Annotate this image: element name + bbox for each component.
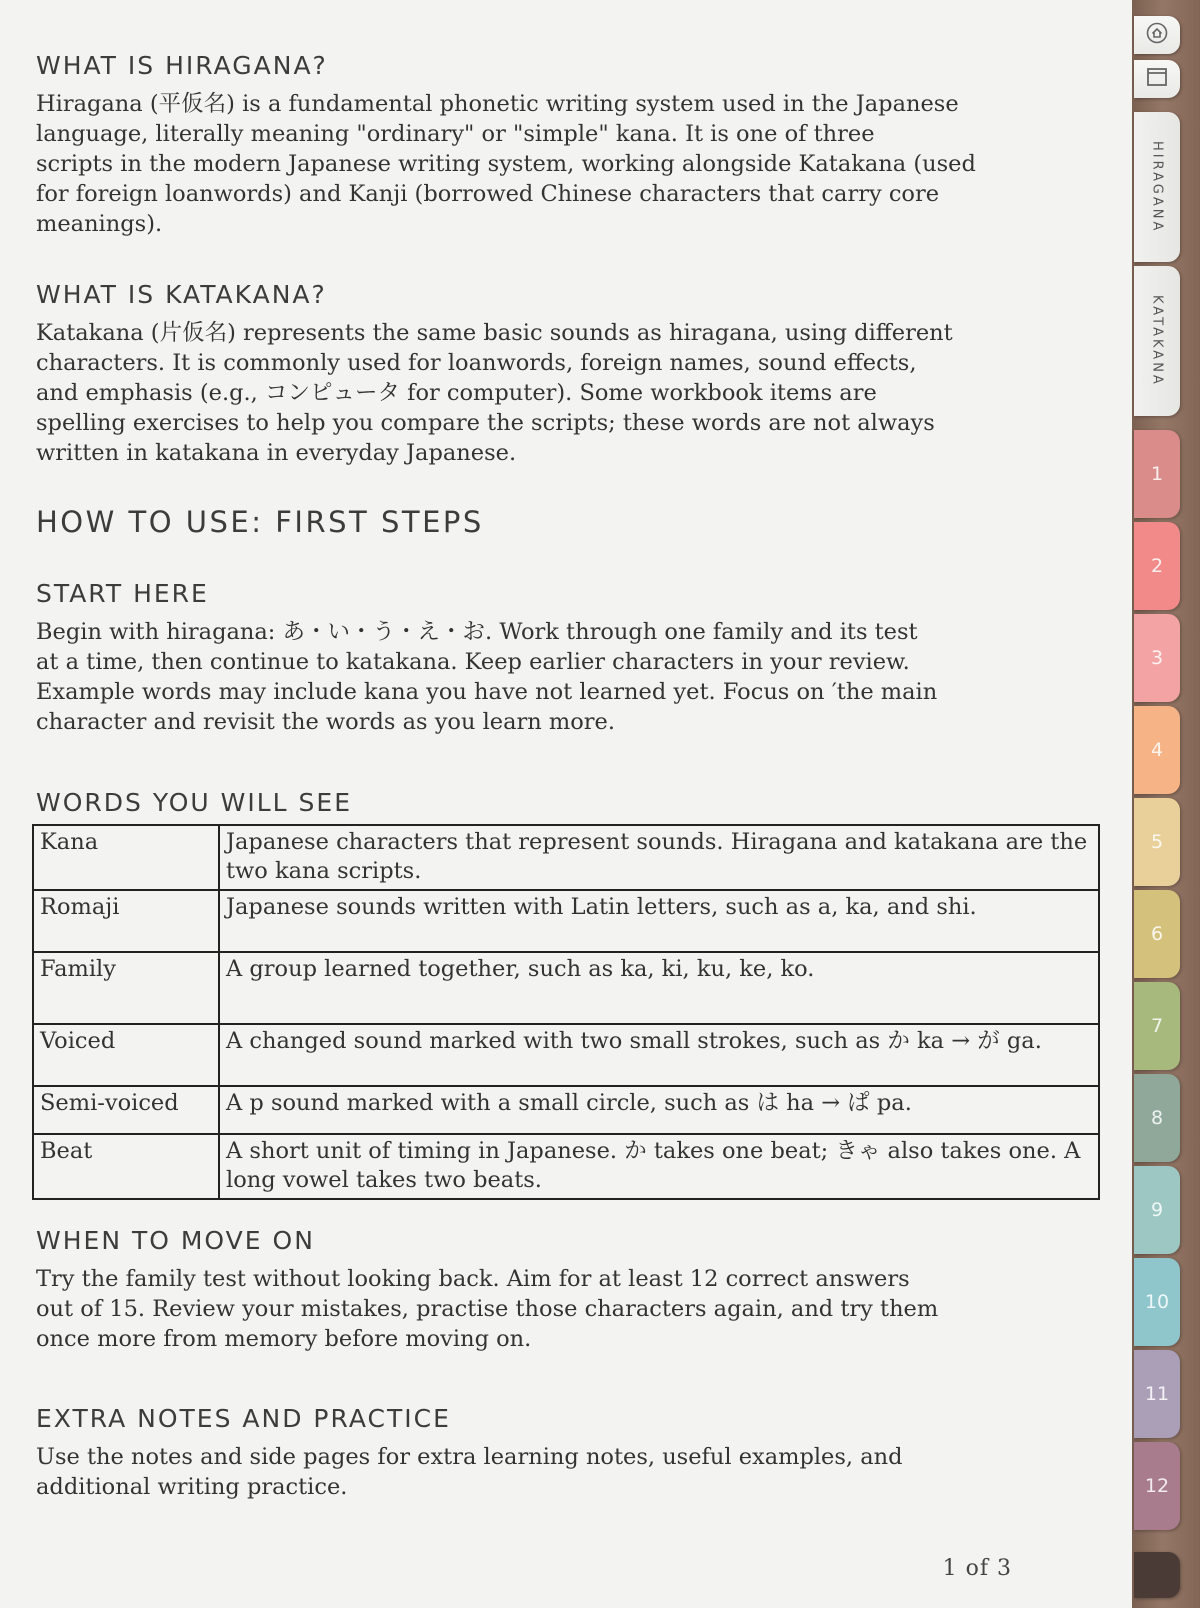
glossary-row	[33, 1086, 1099, 1134]
tab-section-5[interactable]	[1134, 798, 1180, 886]
tab-section-4[interactable]	[1134, 706, 1180, 794]
tab-section-label: 10	[1144, 1291, 1170, 1313]
glossary-term: Voiced	[33, 1024, 219, 1086]
glossary-row	[33, 1134, 1099, 1199]
glossary-definition: A group learned together, such as ka, ki, ku, ke, ko.	[219, 952, 1099, 1024]
glossary-term: Kana	[33, 825, 219, 890]
glossary-row	[33, 825, 1099, 890]
tab-hiragana-label: HIRAGANA	[1149, 140, 1165, 234]
tab-section-label: 1	[1150, 463, 1164, 485]
tab-section-label: 4	[1150, 739, 1164, 761]
glossary-definition: Japanese characters that represent sounds. Hiragana and katakana are the two kana scripts.	[219, 825, 1099, 890]
tab-section-8[interactable]	[1134, 1074, 1180, 1162]
glossary-definition: Japanese sounds written with Latin letters, such as a, ka, and shi.	[219, 890, 1099, 952]
tab-section-label: 8	[1150, 1107, 1164, 1129]
heading-what-is-hiragana: WHAT IS HIRAGANA?	[36, 51, 328, 80]
heading-extra-notes: EXTRA NOTES AND PRACTICE	[36, 1404, 451, 1433]
paragraph-extra-notes: Use the notes and side pages for extra learning notes, useful examples, and additional writing practice.	[36, 1444, 903, 1500]
glossary-definition: A p sound marked with a small circle, such as は ha → ぱ pa.	[219, 1086, 1099, 1134]
tab-section-12[interactable]	[1134, 1442, 1180, 1530]
paragraph-hiragana: Hiragana (平仮名) is a fundamental phonetic writing system used in the Japanese language, literally meaning "ordinary" or "simple" kana. It is one of three scripts in the modern Japanese writing system, working alongside Katakana (used for foreign loanwords) and Kanji (borrowed Chinese characters that carry core meanings).	[36, 91, 976, 237]
tab-hiragana[interactable]	[1134, 112, 1180, 262]
page-indicator: 1 of 3	[942, 1556, 1012, 1581]
tab-section-label: 12	[1144, 1475, 1170, 1497]
tab-section-label: 3	[1150, 647, 1164, 669]
glossary-term: Family	[33, 952, 219, 1024]
heading-words-you-will-see: WORDS YOU WILL SEE	[36, 788, 353, 817]
glossary-row	[33, 952, 1099, 1024]
tab-end[interactable]	[1134, 1552, 1180, 1598]
home-icon	[1146, 22, 1168, 48]
tab-section-label: 9	[1150, 1199, 1164, 1221]
glossary-row	[33, 1024, 1099, 1086]
paragraph-when-to-move-on: Try the family test without looking back. Aim for at least 12 correct answers out of 15. Review your mistakes, practise those characters again, and try them once more from memory before moving on.	[36, 1266, 939, 1352]
tab-section-2[interactable]	[1134, 522, 1180, 610]
paragraph-start-here: Begin with hiragana: あ・い・う・え・お. Work through one family and its test at a time, then continue to katakana. Keep earlier characters in your review. Example words may include kana you have not learned yet. Focus on ′the main character and revisit the words as you learn more.	[36, 619, 938, 735]
window-button[interactable]	[1134, 60, 1180, 98]
tab-section-label: 11	[1144, 1383, 1170, 1405]
tab-section-1[interactable]	[1134, 430, 1180, 518]
tab-katakana-label: KATAKANA	[1149, 295, 1165, 387]
tab-katakana[interactable]	[1134, 266, 1180, 416]
glossary-term: Romaji	[33, 890, 219, 952]
window-icon	[1146, 67, 1168, 91]
glossary-term: Semi-voiced	[33, 1086, 219, 1134]
heading-when-to-move-on: WHEN TO MOVE ON	[36, 1226, 315, 1255]
heading-what-is-katakana: WHAT IS KATAKANA?	[36, 280, 327, 309]
glossary-definition: A changed sound marked with two small strokes, such as か ka → が ga.	[219, 1024, 1099, 1086]
glossary-row	[33, 890, 1099, 952]
tab-section-10[interactable]	[1134, 1258, 1180, 1346]
heading-start-here: START HERE	[36, 579, 209, 608]
glossary-term: Beat	[33, 1134, 219, 1199]
tab-section-7[interactable]	[1134, 982, 1180, 1070]
glossary-table	[32, 824, 1100, 1200]
tab-section-label: 2	[1150, 555, 1164, 577]
tab-section-11[interactable]	[1134, 1350, 1180, 1438]
home-button[interactable]	[1134, 16, 1180, 54]
tab-section-label: 5	[1150, 831, 1164, 853]
glossary-definition: A short unit of timing in Japanese. か takes one beat; きゃ also takes one. A long vowel takes two beats.	[219, 1134, 1099, 1199]
paragraph-katakana: Katakana (片仮名) represents the same basic sounds as hiragana, using different characters. It is commonly used for loanwords, foreign names, sound effects, and emphasis (e.g., コンピュータ for computer). Some workbook items are spelling exercises to help you compare the scripts; these words are not always written in katakana in everyday Japanese.	[36, 320, 953, 466]
tab-section-6[interactable]	[1134, 890, 1180, 978]
heading-how-to-use: HOW TO USE: FIRST STEPS	[36, 505, 484, 539]
tab-section-label: 6	[1150, 923, 1164, 945]
tab-section-3[interactable]	[1134, 614, 1180, 702]
tab-section-9[interactable]	[1134, 1166, 1180, 1254]
tab-section-label: 7	[1150, 1015, 1164, 1037]
